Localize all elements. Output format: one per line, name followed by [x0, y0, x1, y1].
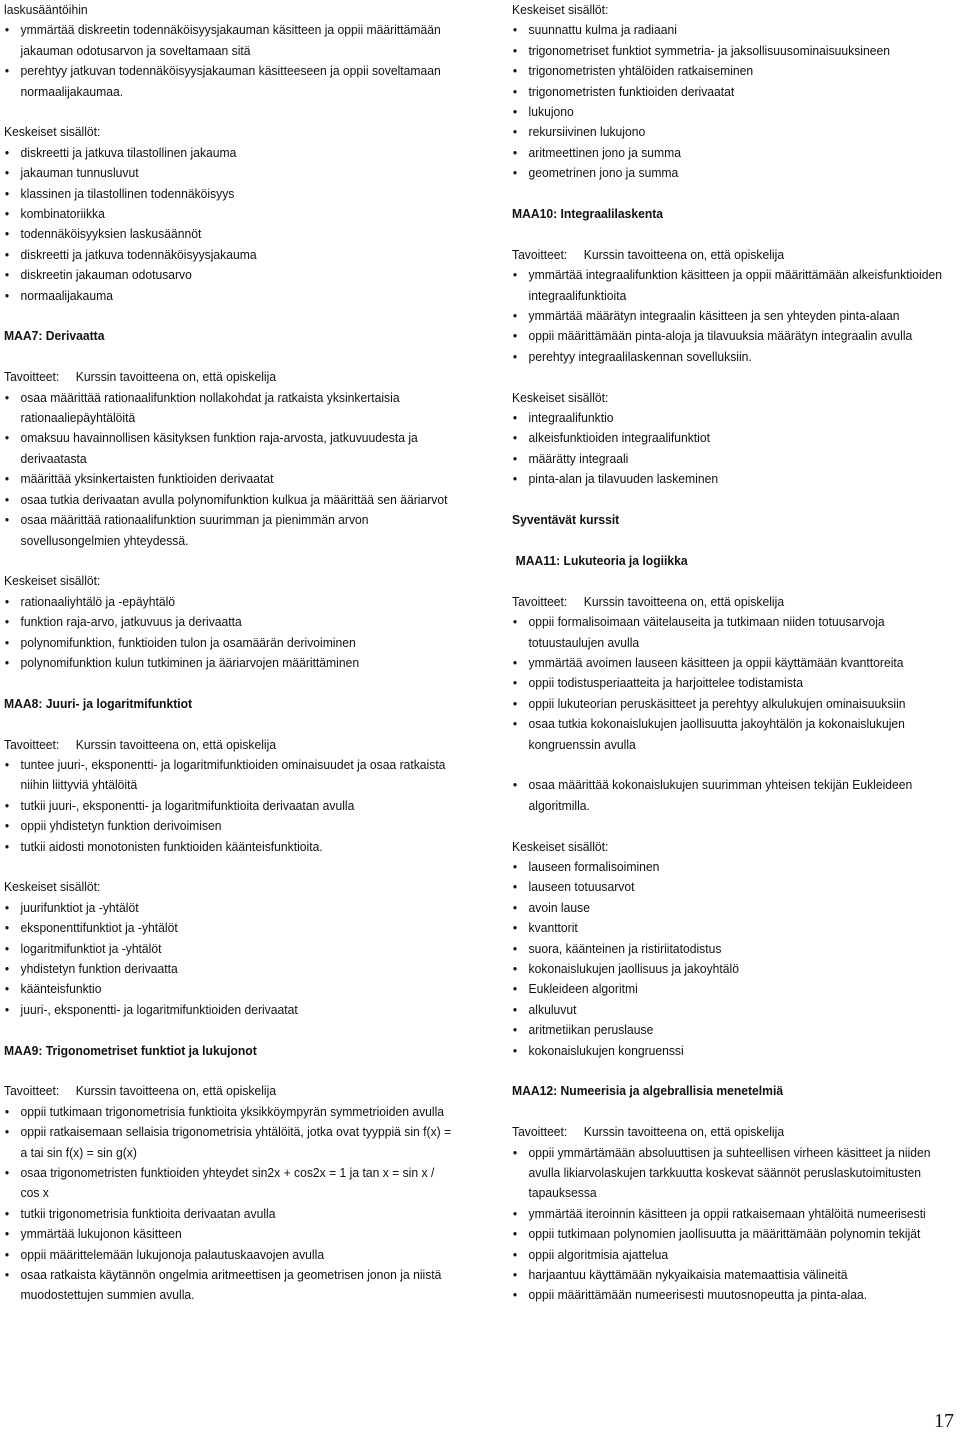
- list-item: • määrätty integraali: [512, 449, 949, 469]
- list-item: • tutkii aidosti monotonisten funktioiden käänteisfunktioita.: [4, 837, 453, 857]
- list-item: • perehtyy integraalilaskennan sovelluksiin.: [512, 347, 949, 367]
- goals-label: Tavoitteet:: [4, 736, 60, 752]
- list-item: • osaa trigonometristen funktioiden yhteydet sin2x + cos2x = 1 ja tan x = sin x / cos x: [4, 1163, 453, 1204]
- list-item: • oppii yhdistetyn funktion derivoimisen: [4, 816, 453, 836]
- goals-label: Tavoitteet:: [512, 593, 568, 609]
- goals-label: Tavoitteet:: [512, 1124, 568, 1140]
- goals-line: [4, 735, 453, 755]
- list-item: • rekursiivinen lukujono: [512, 122, 949, 142]
- list-item: • kvanttorit: [512, 918, 949, 938]
- list-item: • oppii määrittämään pinta-aloja ja tilavuuksia määrätyn integraalin avulla: [512, 326, 949, 346]
- list-item: • oppii todistusperiaatteita ja harjoittelee todistamista: [512, 673, 949, 693]
- list-item: • osaa tutkia kokonaislukujen jaollisuutta jakoyhtälön ja kokonaislukujen kongruenssin avulla: [512, 714, 949, 755]
- list-item: • funktion raja-arvo, jatkuvuus ja derivaatta: [4, 612, 453, 632]
- goals-label: Tavoitteet:: [4, 1083, 60, 1099]
- section-subheading: Keskeiset sisällöt:: [512, 838, 609, 854]
- list-item: • todennäköisyyksien laskusäännöt: [4, 224, 453, 244]
- course-title-maa12: MAA12: Numeerisia ja algebrallisia menetelmiä: [512, 1083, 784, 1099]
- goals-text: Kurssin tavoitteena on, että opiskelija: [75, 1083, 277, 1099]
- course-title-maa11: MAA11: Lukuteoria ja logiikka: [515, 552, 688, 568]
- course-title-maa8: MAA8: Juuri- ja logaritmifunktiot: [4, 695, 193, 711]
- course-title-maa9: MAA9: Trigonometriset funktiot ja lukujonot: [4, 1042, 257, 1058]
- list-item: • rationaaliyhtälö ja -epäyhtälö: [4, 592, 453, 612]
- list-item: • lauseen formalisoiminen: [512, 857, 949, 877]
- list-item: • ymmärtää määrätyn integraalin käsitteen ja sen yhteyden pinta-alaan: [512, 306, 949, 326]
- list-item: • oppii määrittämään numeerisesti muutosnopeutta ja pinta-alaa.: [512, 1285, 949, 1305]
- list-item: • yhdistetyn funktion derivaatta: [4, 959, 453, 979]
- list-item: • suunnattu kulma ja radiaani: [512, 20, 949, 40]
- list-item: • oppii ratkaisemaan sellaisia trigonometrisia yhtälöitä, jotka ovat tyyppiä sin f(x) = a tai sin f(x) = sin g(x): [4, 1122, 453, 1163]
- list-item: • pinta-alan ja tilavuuden laskeminen: [512, 469, 949, 489]
- section-subheading: Keskeiset sisällöt:: [4, 879, 101, 895]
- goals-text: Kurssin tavoitteena on, että opiskelija: [583, 246, 785, 262]
- list-item: • tutkii juuri-, eksponentti- ja logaritmifunktioita derivaatan avulla: [4, 796, 453, 816]
- list-item: • oppii tutkimaan polynomien jaollisuutta ja määrittämään polynomin tekijät: [512, 1224, 949, 1244]
- goals-label: Tavoitteet:: [512, 246, 568, 262]
- list-item: • osaa ratkaista käytännön ongelmia aritmeettisen ja geometrisen jonon ja niistä muodostettujen summien avulla.: [4, 1265, 453, 1306]
- list-item: • harjaantuu käyttämään nykyaikaisia matemaattisia välineitä: [512, 1265, 949, 1285]
- list-item: • aritmeettinen jono ja summa: [512, 143, 949, 163]
- goals-text: Kurssin tavoitteena on, että opiskelija: [583, 593, 785, 609]
- list-item: • juuri-, eksponentti- ja logaritmifunktioiden derivaatat: [4, 1000, 453, 1020]
- list-item: • osaa määrittää rationaalifunktion suurimman ja pienimmän arvon sovellusongelmien yhteydessä.: [4, 510, 453, 551]
- right-column: [512, 0, 952, 1306]
- list-item: • klassinen ja tilastollinen todennäköisyys: [4, 184, 453, 204]
- advanced-courses-heading: Syventävät kurssit: [512, 512, 620, 528]
- goals-label: Tavoitteet:: [4, 369, 60, 385]
- section-subheading: Keskeiset sisällöt:: [512, 2, 609, 17]
- page-number: 17: [934, 1410, 954, 1432]
- list-item: • diskreetti ja jatkuva tilastollinen jakauma: [4, 143, 453, 163]
- list-item: • kombinatoriikka: [4, 204, 453, 224]
- goals-text: Kurssin tavoitteena on, että opiskelija: [75, 369, 277, 385]
- goals-line: [512, 592, 949, 612]
- list-item: • omaksuu havainnollisen käsityksen funktion raja-arvosta, jatkuvuudesta ja derivaatasta: [4, 428, 453, 469]
- list-item: • alkeisfunktioiden integraalifunktiot: [512, 428, 949, 448]
- list-item: • oppii algoritmisia ajattelua: [512, 1245, 949, 1265]
- section-subheading: Keskeiset sisällöt:: [512, 389, 609, 405]
- list-item: • polynomifunktion kulun tutkiminen ja ääriarvojen määrittäminen: [4, 653, 453, 673]
- list-item: • Eukleideen algoritmi: [512, 979, 949, 999]
- intro-first-line: laskusääntöihin: [4, 2, 88, 17]
- list-item: • normaalijakauma: [4, 286, 453, 306]
- list-item: • tuntee juuri-, eksponentti- ja logaritmifunktioiden ominaisuudet ja osaa ratkaista niihin liittyviä yhtälöitä: [4, 755, 453, 796]
- list-item: • ymmärtää integraalifunktion käsitteen ja oppii määrittämään alkeisfunktioiden integraalifunktioita: [512, 265, 949, 306]
- goals-text: Kurssin tavoitteena on, että opiskelija: [583, 1124, 785, 1140]
- list-item: • oppii tutkimaan trigonometrisia funktioita yksikköympyrän symmetrioiden avulla: [4, 1102, 453, 1122]
- list-item: • käänteisfunktio: [4, 979, 453, 999]
- list-item: • lukujono: [512, 102, 949, 122]
- list-item: • suora, käänteinen ja ristiriitatodistus: [512, 939, 949, 959]
- list-item: • eksponenttifunktiot ja -yhtälöt: [4, 918, 453, 938]
- list-item: • kokonaislukujen jaollisuus ja jakoyhtälö: [512, 959, 949, 979]
- list-item: • trigonometriset funktiot symmetria- ja jaksollisuusominaisuuksineen: [512, 41, 949, 61]
- list-item: • oppii lukuteorian peruskäsitteet ja perehtyy alkulukujen ominaisuuksiin: [512, 694, 949, 714]
- list-item: • juurifunktiot ja -yhtälöt: [4, 898, 453, 918]
- list-item: • trigonometristen yhtälöiden ratkaiseminen: [512, 61, 949, 81]
- list-item: • ymmärtää avoimen lauseen käsitteen ja oppii käyttämään kvanttoreita: [512, 653, 949, 673]
- list-item: • polynomifunktion, funktioiden tulon ja osamäärän derivoiminen: [4, 633, 453, 653]
- list-item: • tutkii trigonometrisia funktioita derivaatan avulla: [4, 1204, 453, 1224]
- section-subheading: Keskeiset sisällöt:: [4, 573, 101, 589]
- goals-line: [512, 245, 949, 265]
- course-title-maa7: MAA7: Derivaatta: [4, 328, 105, 344]
- list-item: • ymmärtää diskreetin todennäköisyysjakauman käsitteen ja oppii määrittämään jakauman odotusarvon ja soveltamaan sitä: [4, 20, 453, 61]
- list-item: • lauseen totuusarvot: [512, 877, 949, 897]
- list-item: • osaa tutkia derivaatan avulla polynomifunktion kulkua ja määrittää sen ääriarvot: [4, 490, 453, 510]
- list-item: • oppii määrittelemään lukujonoja palautuskaavojen avulla: [4, 1245, 453, 1265]
- list-item: • osaa määrittää kokonaislukujen suurimman yhteisen tekijän Eukleideen algoritmilla.: [512, 775, 949, 816]
- list-item: • aritmetiikan peruslause: [512, 1020, 949, 1040]
- list-item: • oppii formalisoimaan väitelauseita ja tutkimaan niiden totuusarvoja totuustaulujen avulla: [512, 612, 949, 653]
- list-item: • osaa määrittää rationaalifunktion nollakohdat ja ratkaista yksinkertaisia rationaaliepäyhtälöitä: [4, 388, 453, 429]
- list-item: • ymmärtää lukujonon käsitteen: [4, 1224, 453, 1244]
- list-item: • integraalifunktio: [512, 408, 949, 428]
- goals-line: [4, 367, 453, 387]
- list-item: • määrittää yksinkertaisten funktioiden derivaatat: [4, 469, 453, 489]
- list-item: • diskreetti ja jatkuva todennäköisyysjakauma: [4, 245, 453, 265]
- goals-line: [512, 1122, 949, 1142]
- list-item: • perehtyy jatkuvan todennäköisyysjakauman käsitteeseen ja oppii soveltamaan normaalijakaumaa.: [4, 61, 453, 102]
- list-item: • avoin lause: [512, 898, 949, 918]
- list-item: • oppii ymmärtämään absoluuttisen ja suhteellisen virheen käsitteet ja niiden avulla likiarvolaskujen tarkkuutta koskevat säännöt peruslaskutoimitusten tapauksessa: [512, 1143, 949, 1204]
- list-item: • ymmärtää iteroinnin käsitteen ja oppii ratkaisemaan yhtälöitä numeerisesti: [512, 1204, 949, 1224]
- section-subheading: Keskeiset sisällöt:: [4, 124, 101, 140]
- list-item: • alkuluvut: [512, 1000, 949, 1020]
- list-item: • jakauman tunnusluvut: [4, 163, 453, 183]
- list-item: • logaritmifunktiot ja -yhtälöt: [4, 939, 453, 959]
- course-title-maa10: MAA10: Integraalilaskenta: [512, 206, 664, 222]
- list-item: • trigonometristen funktioiden derivaatat: [512, 82, 949, 102]
- goals-text: Kurssin tavoitteena on, että opiskelija: [75, 736, 277, 752]
- list-item: • geometrinen jono ja summa: [512, 163, 949, 183]
- left-column: [4, 0, 456, 1306]
- list-item: • diskreetin jakauman odotusarvo: [4, 265, 453, 285]
- goals-line: [4, 1081, 453, 1101]
- list-item: • kokonaislukujen kongruenssi: [512, 1041, 949, 1061]
